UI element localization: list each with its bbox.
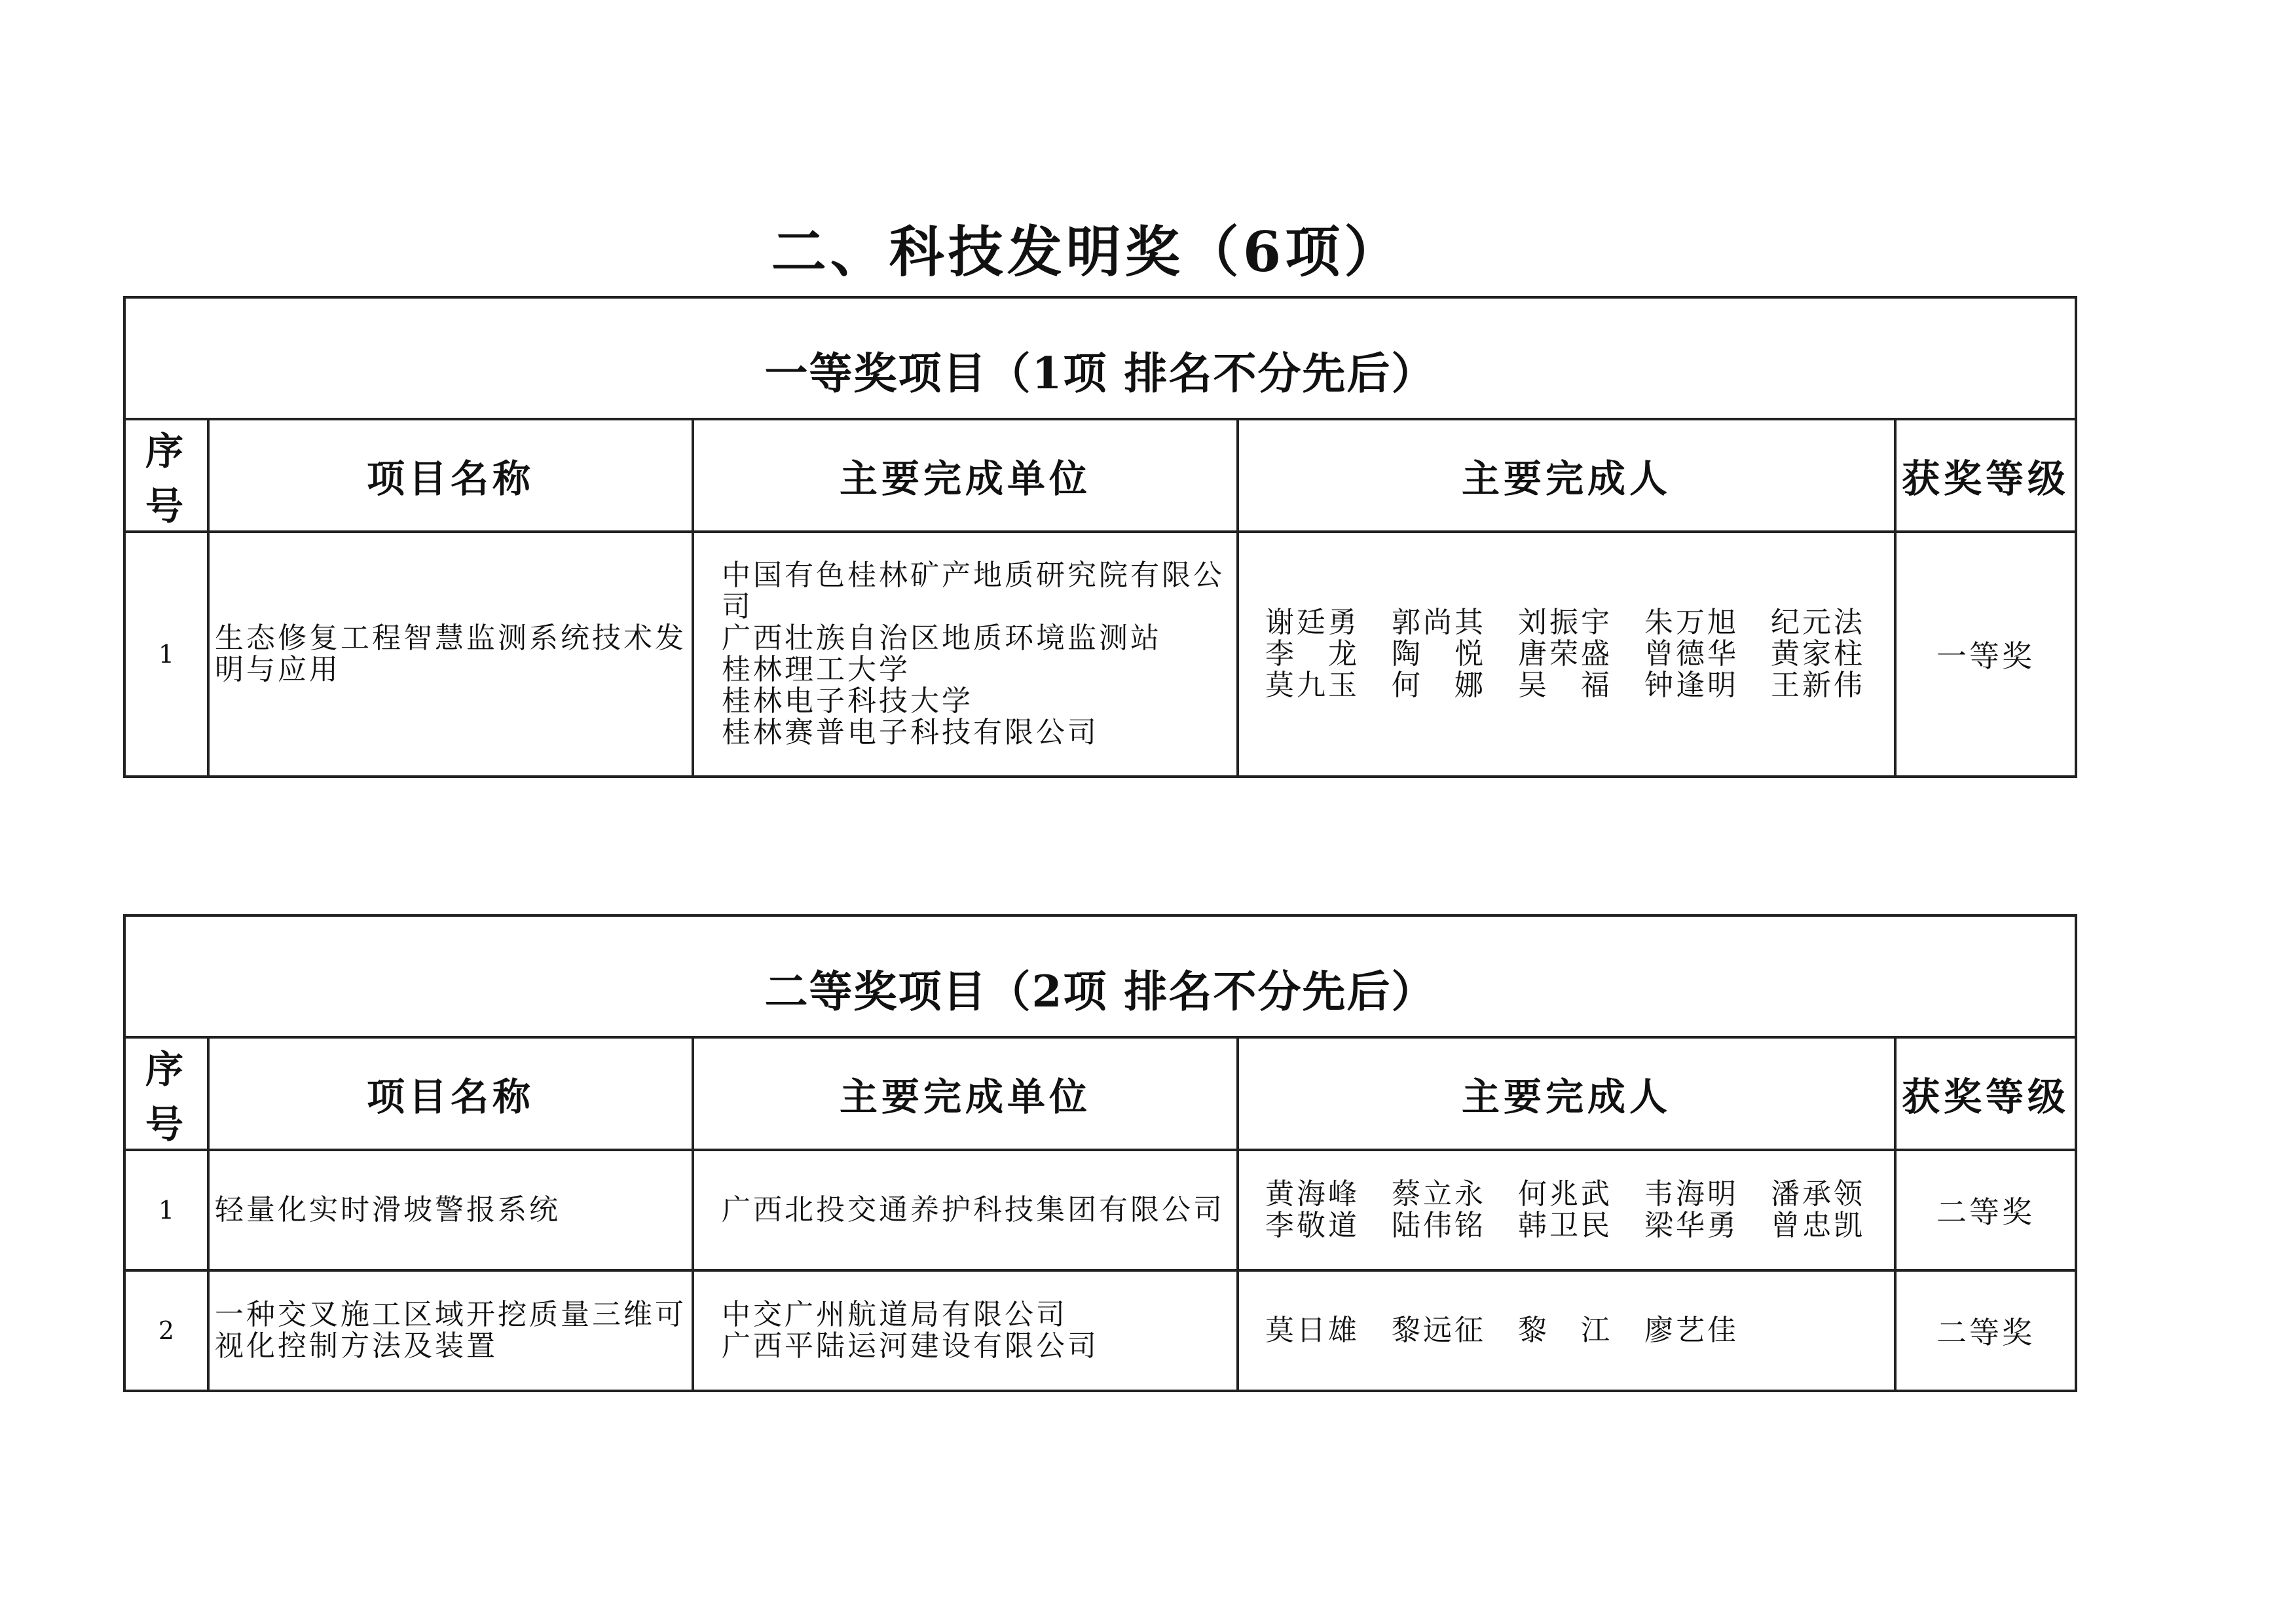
org-name: 中国有色桂林矿产地质研究院有限公司 bbox=[722, 559, 1225, 623]
org-list bbox=[693, 1150, 1238, 1270]
column-header-project: 项目名称 bbox=[208, 1037, 693, 1150]
award-level: 一等奖 bbox=[1895, 532, 2076, 777]
column-header-org: 主要完成单位 bbox=[693, 419, 1238, 532]
people-list bbox=[1238, 1270, 1895, 1391]
project-name: 轻量化实时滑坡警报系统 bbox=[208, 1150, 693, 1270]
person-name: 吴 福 bbox=[1518, 669, 1612, 702]
person-name: 廖艺佳 bbox=[1644, 1314, 1739, 1347]
person-name: 纪元法 bbox=[1771, 606, 1865, 639]
org-name: 广西壮族自治区地质环境监测站 bbox=[722, 621, 1162, 655]
person-name: 郭尚其 bbox=[1392, 606, 1486, 639]
person-name: 李 龙 bbox=[1265, 637, 1360, 671]
org-name: 广西北投交通养护科技集团有限公司 bbox=[722, 1193, 1225, 1227]
person-name: 曾德华 bbox=[1644, 637, 1739, 671]
org-list bbox=[693, 532, 1238, 777]
person-name: 陶 悦 bbox=[1392, 637, 1486, 671]
row-number: 1 bbox=[124, 532, 208, 777]
person-name: 陆伟铭 bbox=[1392, 1209, 1486, 1242]
person-name: 朱万旭 bbox=[1644, 606, 1739, 639]
org-name: 桂林电子科技大学 bbox=[722, 684, 973, 718]
person-name: 唐荣盛 bbox=[1518, 637, 1612, 671]
award-level: 二等奖 bbox=[1895, 1270, 2076, 1391]
person-name: 韩卫民 bbox=[1518, 1209, 1612, 1242]
table-row bbox=[124, 532, 2076, 777]
second-prize-table bbox=[123, 914, 2077, 1392]
person-name: 黎远征 bbox=[1392, 1314, 1486, 1347]
person-name: 韦海明 bbox=[1644, 1177, 1739, 1211]
person-name: 李敬道 bbox=[1265, 1209, 1360, 1242]
project-name: 生态修复工程智慧监测系统技术发明与应用 bbox=[208, 532, 693, 777]
person-name: 莫九玉 bbox=[1265, 669, 1360, 702]
person-name: 黎 江 bbox=[1518, 1314, 1612, 1347]
person-name: 黄家柱 bbox=[1771, 637, 1865, 671]
person-name: 刘振宇 bbox=[1518, 606, 1612, 639]
person-name: 王新伟 bbox=[1771, 669, 1865, 702]
row-number: 2 bbox=[124, 1270, 208, 1391]
column-header-level: 获奖等级 bbox=[1895, 1037, 2076, 1150]
first-prize-table bbox=[123, 296, 2077, 778]
table-row bbox=[124, 1150, 2076, 1270]
org-name: 桂林理工大学 bbox=[722, 653, 910, 686]
column-header-people: 主要完成人 bbox=[1238, 419, 1895, 532]
person-name: 莫日雄 bbox=[1265, 1314, 1360, 1347]
award-level: 二等奖 bbox=[1895, 1150, 2076, 1270]
column-header-people: 主要完成人 bbox=[1238, 1037, 1895, 1150]
person-name: 曾忠凯 bbox=[1771, 1209, 1865, 1242]
table-row bbox=[124, 1270, 2076, 1391]
person-name: 何 娜 bbox=[1392, 669, 1486, 702]
person-name: 黄海峰 bbox=[1265, 1177, 1360, 1211]
person-name: 蔡立永 bbox=[1392, 1177, 1486, 1211]
page-title: 二、科技发明奖（6项） bbox=[771, 219, 1403, 284]
column-header-level: 获奖等级 bbox=[1895, 419, 2076, 532]
column-header-project: 项目名称 bbox=[208, 419, 693, 532]
org-list bbox=[693, 1270, 1238, 1391]
person-name: 谢廷勇 bbox=[1265, 606, 1360, 639]
column-header-org: 主要完成单位 bbox=[693, 1037, 1238, 1150]
project-name: 一种交叉施工区域开挖质量三维可视化控制方法及装置 bbox=[208, 1270, 693, 1391]
org-name: 广西平陆运河建设有限公司 bbox=[722, 1329, 1099, 1363]
row-number: 1 bbox=[124, 1150, 208, 1270]
person-name: 钟逢明 bbox=[1644, 669, 1739, 702]
people-list bbox=[1238, 532, 1895, 777]
person-name: 梁华勇 bbox=[1644, 1209, 1739, 1242]
column-header-number: 序号 bbox=[124, 1037, 208, 1150]
people-list bbox=[1238, 1150, 1895, 1270]
org-name: 桂林赛普电子科技有限公司 bbox=[722, 716, 1099, 749]
section-heading: 二等奖项目（2项 排名不分先后） bbox=[124, 915, 2076, 1037]
person-name: 何兆武 bbox=[1518, 1177, 1612, 1211]
column-header-number: 序号 bbox=[124, 419, 208, 532]
section-heading: 一等奖项目（1项 排名不分先后） bbox=[124, 297, 2076, 419]
org-name: 中交广州航道局有限公司 bbox=[722, 1298, 1067, 1331]
person-name: 潘承领 bbox=[1771, 1177, 1865, 1211]
